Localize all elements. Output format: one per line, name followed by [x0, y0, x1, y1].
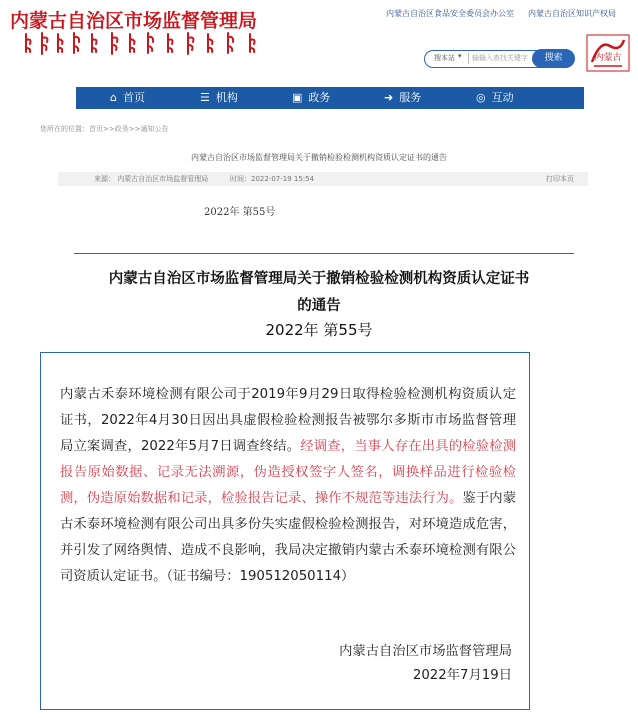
- document-icon: ▣: [292, 91, 303, 104]
- article-title-line: 的通告: [297, 298, 341, 314]
- nav-item-interaction[interactable]: [476, 87, 514, 109]
- chat-icon: ◎: [476, 91, 486, 104]
- article-doc-number: 2022年 第55号: [265, 321, 373, 339]
- site-title[interactable]: 内蒙古自治区市场监督管理局: [10, 10, 258, 32]
- search-scope-select[interactable]: 搜本站: [434, 54, 455, 62]
- arrow-right-icon: ➜: [384, 91, 394, 104]
- article-title-line: 内蒙古自治区市场监督管理局关于撤销检验检测机构资质认定证书: [108, 271, 530, 287]
- signature-organization: 内蒙古自治区市场监督管理局: [339, 644, 512, 659]
- body-text: 鉴于内蒙古禾泰环境检测有限公司出具多份失实虚假检验检测报告，对环境造成危害，并引发了网络舆情、造成不良影响，我局决定撤销内蒙古禾泰环境检测有限公司资质认定证书。（证书编号：190512050114）: [60, 491, 517, 584]
- nav-item-services[interactable]: [384, 87, 421, 109]
- nav-item-organization[interactable]: [200, 87, 238, 109]
- nav-item-affairs[interactable]: [292, 87, 330, 109]
- signature-date: 2022年7月19日: [412, 668, 512, 683]
- emblem-text: 内蒙古: [594, 53, 622, 63]
- nav-label: 首页: [122, 91, 145, 104]
- article-title: [80, 266, 558, 320]
- source-label: 来源： 内蒙古自治区市场监督管理局: [94, 175, 209, 183]
- nav-label: 服务: [399, 91, 422, 104]
- publish-time: 时间：2022-07-19 15:54: [230, 175, 315, 183]
- search-input[interactable]: 输输入查找关键字: [472, 54, 528, 62]
- nav-label: 互动: [491, 91, 514, 104]
- brand-emblem: [586, 34, 630, 72]
- link-food-safety-office[interactable]: 内蒙古自治区食品安全委员会办公室: [386, 9, 514, 18]
- section-divider: [74, 253, 574, 254]
- nav-label: 政务: [308, 91, 331, 104]
- nav-item-home[interactable]: [110, 87, 145, 109]
- list-icon: ☰: [200, 91, 210, 104]
- mongolian-script-logo: [22, 30, 272, 56]
- breadcrumb[interactable]: 您所在的位置：首页>>政务>>通知公告: [40, 125, 169, 133]
- home-icon: ⌂: [110, 91, 117, 104]
- search-divider: [468, 53, 469, 64]
- body-text: 内蒙古禾泰环境检测有限公司于2019年9月29日取得检验检测机构资质认定证书，2022年4月30日因出具虚假检验检测报告被鄂尔多斯市市场监督管理局立案调查，2022年5月7日调查终结。: [60, 387, 516, 454]
- nav-label: 机构: [215, 91, 238, 104]
- body-highlight-text: 经调查，当事人存在出具的检验检测报告原始数据、记录无法溯源，伪造授权签字人签名，调换样品进行检验检测，伪造原始数据和记录，检验报告记录、操作不规范等违法行为。: [60, 439, 516, 506]
- page-title: 内蒙古自治区市场监督管理局关于撤销检验检测机构资质认定证书的通告: [191, 153, 447, 162]
- search-button[interactable]: 搜索: [532, 49, 575, 68]
- article-body: [60, 382, 516, 590]
- document-number: 2022年 第55号: [204, 207, 276, 218]
- chevron-down-icon[interactable]: ▾: [458, 52, 462, 60]
- link-ip-bureau[interactable]: 内蒙古自治区知识产权局: [528, 9, 616, 18]
- print-link[interactable]: 打印本页: [546, 175, 574, 183]
